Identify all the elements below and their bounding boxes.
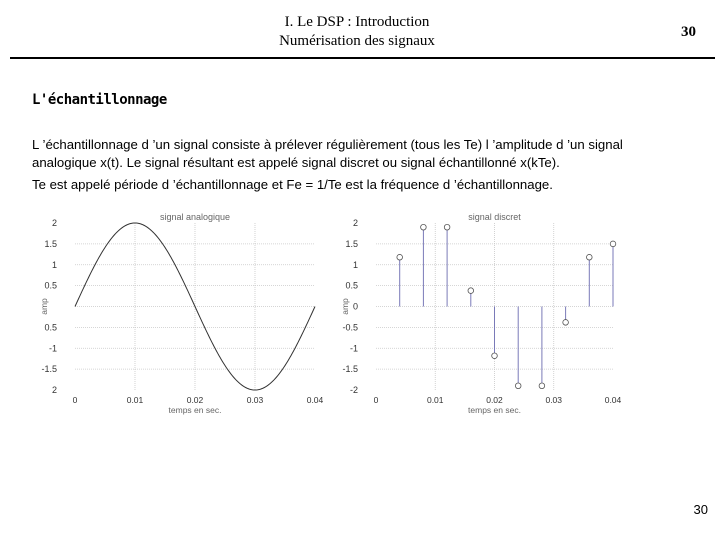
y-tick-label: 2 — [51, 385, 57, 395]
chart-title: signal analogique — [159, 212, 231, 222]
x-tick-label: 0.03 — [545, 395, 563, 405]
y-tick-label: 0.5 — [44, 322, 57, 333]
y-tick-label: -1.5 — [342, 364, 358, 375]
stem-marker — [492, 353, 498, 359]
header-divider — [10, 57, 715, 59]
y-tick-label: -0.5 — [342, 322, 358, 333]
stem-marker — [397, 254, 403, 260]
y-axis-label: amp — [340, 298, 350, 315]
y-tick-label: 0 — [352, 301, 358, 312]
y-tick-label: 2 — [352, 218, 358, 228]
x-axis-label: temps en sec. — [468, 405, 521, 415]
stem-marker — [587, 254, 593, 260]
discrete-signal-chart — [338, 205, 638, 420]
y-tick-label: 2 — [51, 218, 57, 228]
y-tick-label: -1 — [349, 343, 358, 354]
y-tick-label: -1 — [48, 343, 57, 354]
y-tick-label: 0.5 — [345, 280, 358, 291]
y-tick-label: 1.5 — [345, 238, 358, 249]
x-tick-label: 0.02 — [186, 395, 204, 405]
slide-title-line2: Numérisation des signaux — [279, 33, 435, 49]
stem-marker — [539, 383, 545, 389]
y-tick-label: 1 — [51, 259, 57, 270]
y-tick-label: -1.5 — [41, 364, 57, 375]
x-tick-label: 0.01 — [426, 395, 444, 405]
paragraph-line: analogique x(t). Le signal résultant est appelé signal discret ou signal échantillonné x(kTe). — [32, 155, 560, 170]
x-tick-label: 0.04 — [306, 395, 324, 405]
x-tick-label: 0.04 — [604, 395, 622, 405]
slide-title — [230, 13, 484, 51]
stem-marker — [610, 241, 616, 247]
slide-number: 30 — [681, 24, 696, 40]
slide-title-line1: I. Le DSP : Introduction — [284, 14, 430, 30]
section-title: L'échantillonnage — [32, 92, 167, 108]
stem-marker — [563, 320, 569, 326]
footer-page-number: 30 — [693, 502, 708, 517]
x-tick-label: 0.02 — [486, 395, 503, 405]
x-tick-label: 0 — [72, 395, 78, 405]
y-tick-label: 1 — [352, 259, 358, 270]
stem-marker — [468, 288, 474, 294]
x-tick-label: 0.03 — [246, 395, 264, 405]
x-tick-label: 0.01 — [126, 395, 144, 405]
y-tick-label: -2 — [349, 385, 358, 395]
paragraph-definition — [32, 136, 652, 172]
chart-title: signal discret — [468, 212, 521, 222]
stem-marker — [515, 383, 521, 389]
y-tick-label: 1.5 — [44, 238, 57, 249]
x-tick-label: 0 — [373, 395, 379, 405]
paragraph-period: Te est appelé période d ’échantillonnage et Fe = 1/Te est la fréquence d ’échantillonnage. — [32, 177, 553, 192]
y-tick-label: 0.5 — [44, 280, 57, 291]
stem-marker — [421, 224, 427, 230]
stem-marker — [444, 224, 450, 230]
paragraph-line: L ’échantillonnage d ’un signal consiste à prélever régulièrement (tous les Te) l ’amplitude d ’un signal — [32, 137, 623, 152]
y-axis-label: amp — [39, 298, 49, 315]
x-axis-label: temps en sec. — [168, 405, 222, 415]
analog-signal-chart — [30, 205, 340, 420]
